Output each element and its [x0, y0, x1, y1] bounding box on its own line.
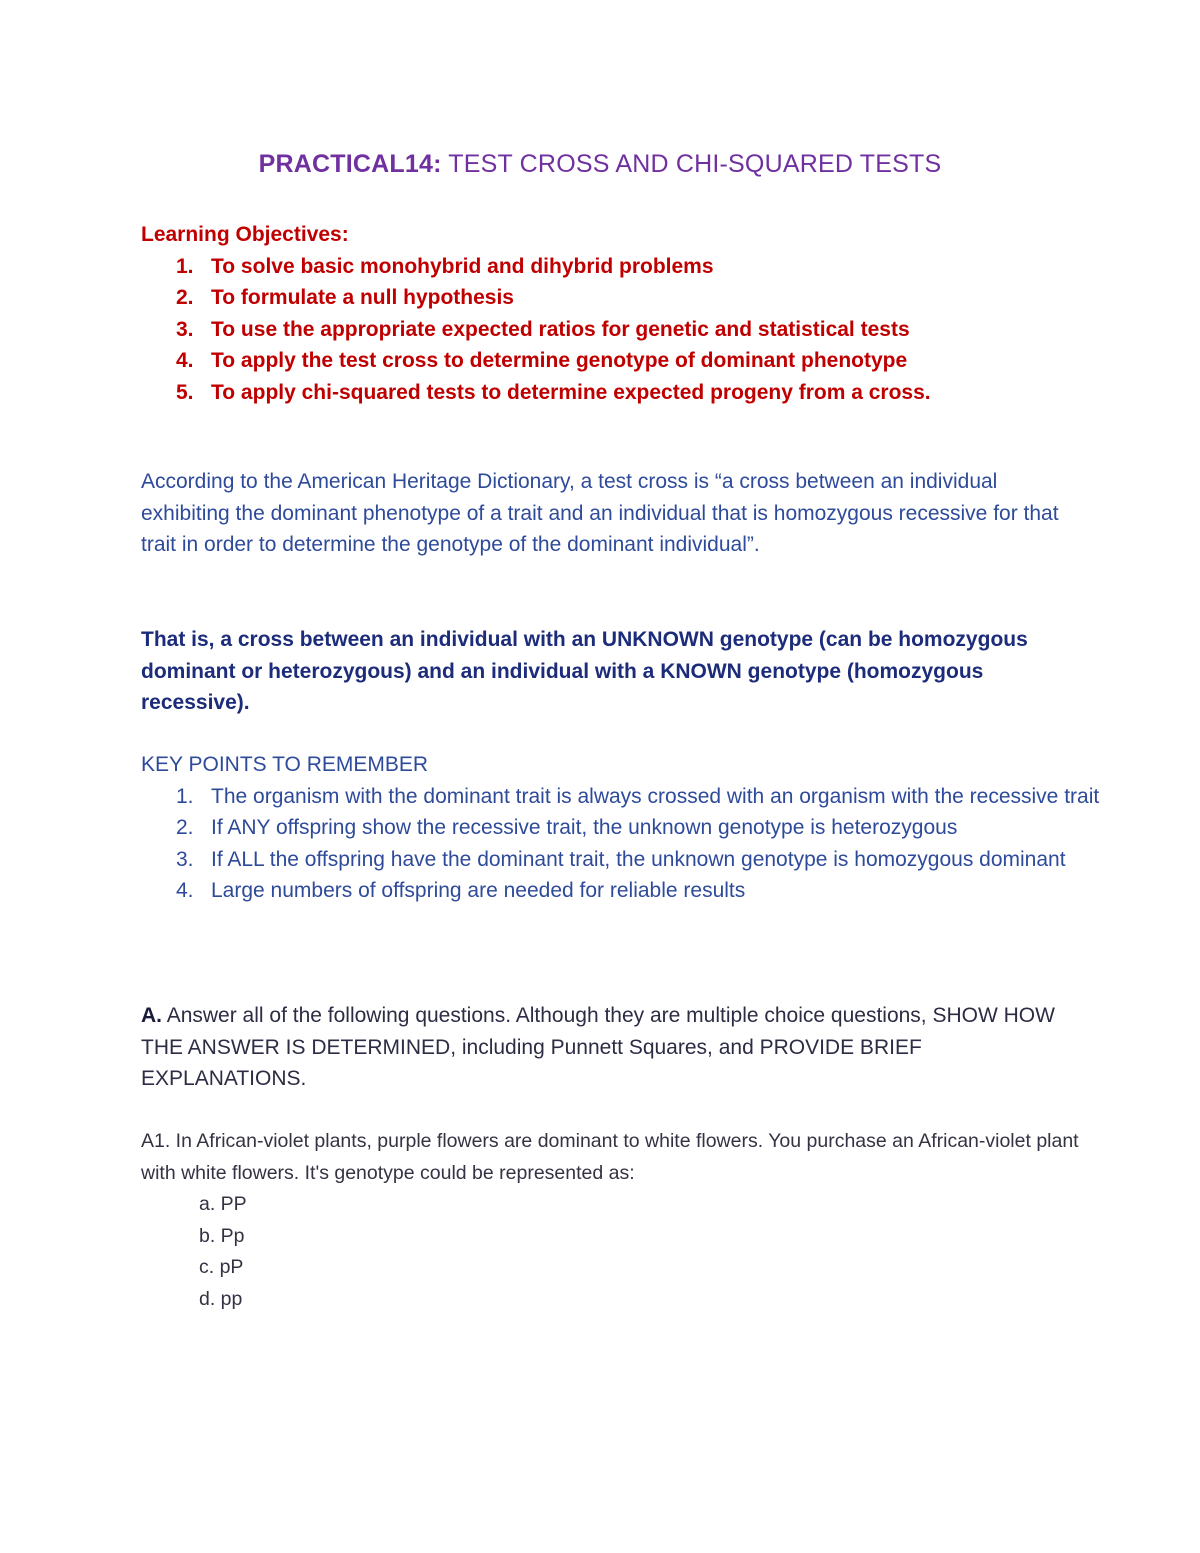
list-item — [141, 282, 1121, 314]
list-text: To formulate a null hypothesis — [211, 286, 514, 310]
list-number: 4. — [176, 349, 194, 373]
learning-objectives — [141, 219, 1121, 409]
list-item — [141, 314, 1121, 346]
list-item — [141, 812, 1101, 844]
keypoints-list — [141, 781, 1101, 907]
list-item — [141, 377, 1121, 409]
list-number: 3. — [176, 317, 194, 341]
list-number: 3. — [176, 847, 194, 871]
definition-paragraph: According to the American Heritage Dictionary, a test cross is “a cross between an individual exhibiting the dominant phenotype of a trait and an individual that is homozygous recessive for that trait in order to determine the genotype of the dominant individual”. — [141, 470, 1059, 557]
list-item — [141, 345, 1121, 377]
list-text: The organism with the dominant trait is always crossed with an organism with the recessive trait — [211, 784, 1100, 808]
list-text: Large numbers of offspring are needed for reliable results — [211, 879, 746, 903]
explanation-paragraph: That is, a cross between an individual with an UNKNOWN genotype (can be homozygous dominant or heterozygous) and an individual with a KNOWN genotype (homozygous recessive). — [141, 628, 1028, 715]
list-number: 2. — [176, 816, 194, 840]
question-text: A1. In African-violet plants, purple flowers are dominant to white flowers. You purchase an African-violet plant with white flowers. It's genotype could be represented as: — [141, 1130, 1079, 1184]
list-text: To apply chi-squared tests to determine expected progeny from a cross. — [211, 380, 931, 404]
list-number: 1. — [176, 784, 194, 808]
list-text: If ANY offspring show the recessive trait, the unknown genotype is heterozygous — [211, 816, 958, 840]
objectives-heading: Learning Objectives: — [141, 223, 349, 246]
page-title — [0, 150, 1200, 179]
keypoints-heading: KEY POINTS TO REMEMBER — [141, 753, 429, 776]
list-number: 5. — [176, 380, 194, 404]
list-item — [141, 251, 1121, 283]
list-number: 4. — [176, 879, 194, 903]
list-number: 2. — [176, 286, 194, 310]
list-item — [141, 875, 1101, 907]
section-a-text: Answer all of the following questions. Although they are multiple choice questions, SHOW HOW THE ANSWER IS DETERMINED, including Punnett Squares, and PROVIDE BRIEF EXPLANATIONS. — [141, 1004, 1055, 1091]
list-text: To solve basic monohybrid and dihybrid problems — [211, 254, 714, 278]
key-points — [141, 749, 1101, 907]
list-item — [141, 781, 1101, 813]
question-a1 — [141, 1126, 1081, 1316]
objectives-list — [141, 251, 1121, 409]
section-a-letter: A. — [141, 1004, 162, 1027]
answer-option: b. Pp — [199, 1224, 245, 1247]
answer-option: d. pp — [199, 1287, 243, 1310]
section-a-instructions — [141, 1000, 1081, 1095]
list-text: To apply the test cross to determine genotype of dominant phenotype — [211, 349, 908, 373]
answer-option: c. pP — [199, 1256, 244, 1279]
title-lead: PRACTICAL14: — [258, 150, 442, 178]
list-text: If ALL the offspring have the dominant trait, the unknown genotype is homozygous dominant — [211, 847, 1066, 871]
answer-options — [141, 1189, 1081, 1315]
list-number: 1. — [176, 254, 194, 278]
answer-option: a. PP — [199, 1193, 247, 1216]
list-item — [141, 844, 1101, 876]
list-text: To use the appropriate expected ratios for genetic and statistical tests — [211, 317, 910, 341]
title-rest: TEST CROSS AND CHI-SQUARED TESTS — [448, 150, 942, 178]
